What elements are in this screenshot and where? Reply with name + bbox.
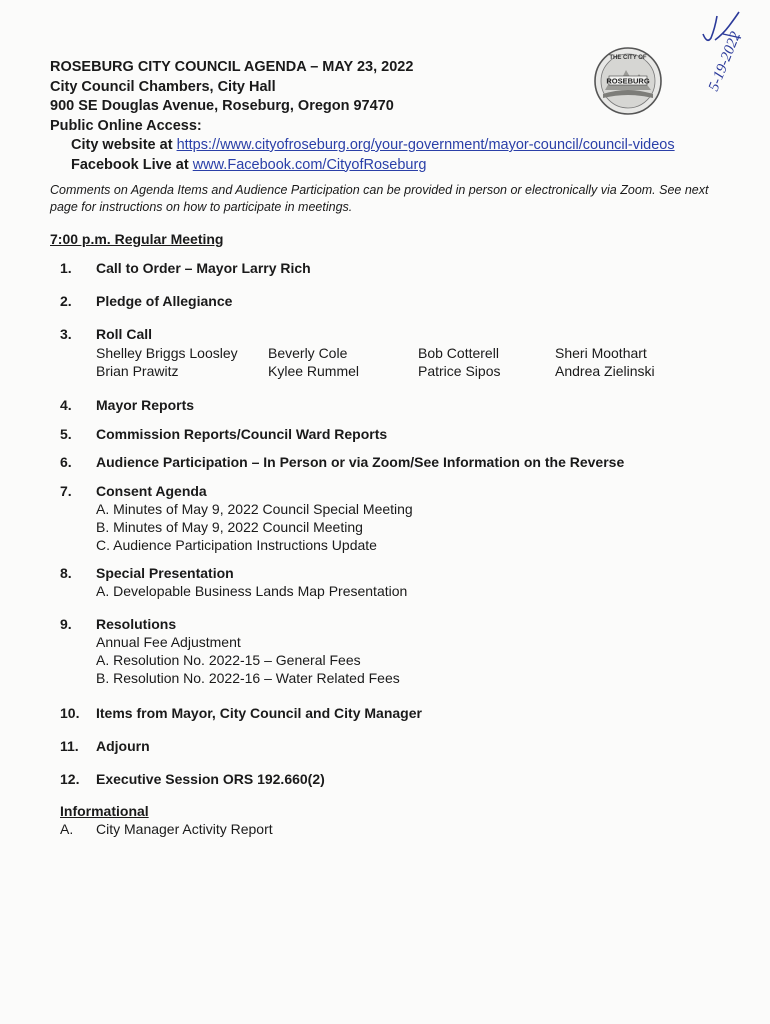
roll-col-1 <box>96 344 238 380</box>
informational-item <box>60 820 273 838</box>
item-title: Pledge of Allegiance <box>96 293 233 309</box>
item-title: Items from Mayor, City Council and City Manager <box>96 705 422 721</box>
item-title: Commission Reports/Council Ward Reports <box>96 426 388 442</box>
item-title: Audience Participation – In Person or via Zoom/See Information on the Reverse <box>96 454 625 470</box>
item-number: 7. <box>60 483 72 499</box>
meeting-title: 7:00 p.m. Regular Meeting <box>50 231 224 247</box>
website-label: City website at <box>71 137 177 153</box>
item-title: Consent Agenda <box>96 483 207 499</box>
item-sub: B. Resolution No. 2022-16 – Water Related Fees <box>96 670 400 686</box>
item-number: 4. <box>60 397 72 413</box>
item-body <box>96 615 400 687</box>
facebook-label: Facebook Live at <box>71 156 193 173</box>
item-title: Executive Session ORS 192.660(2) <box>96 771 325 787</box>
item-title: Adjourn <box>96 738 150 754</box>
member-name: Beverly Cole <box>268 345 348 361</box>
item-sub: A. Minutes of May 9, 2022 Council Special Meeting <box>96 501 413 517</box>
item-title: Resolutions <box>96 616 177 632</box>
member-name: Shelley Briggs Loosley <box>96 345 238 361</box>
informational-title: Informational <box>60 803 149 819</box>
item-number: 12. <box>60 771 80 787</box>
item-title: Mayor Reports <box>96 397 195 413</box>
member-name: Bob Cotterell <box>418 345 499 361</box>
member-name: Andrea Zielinski <box>555 363 655 379</box>
address: 900 SE Douglas Avenue, Roseburg, Oregon 97470 <box>50 98 394 114</box>
facebook-link[interactable]: www.Facebook.com/CityofRoseburg <box>192 156 427 173</box>
item-body <box>96 482 413 554</box>
item-body <box>96 564 407 600</box>
handwritten-date: 5-19-2022 <box>705 29 745 94</box>
agenda-title: ROSEBURG CITY COUNCIL AGENDA – MAY 23, 2022 <box>50 59 414 75</box>
member-name: Brian Prawitz <box>96 363 179 379</box>
seal-top-text: THE CITY OF <box>609 55 647 61</box>
item-number: 5. <box>60 426 72 442</box>
info-letter: A. <box>60 821 74 837</box>
website-link[interactable]: https://www.cityofroseburg.org/your-government/mayor-council/council-videos <box>176 137 675 153</box>
item-sub: C. Audience Participation Instructions Update <box>96 537 377 553</box>
item-number: 3. <box>60 326 72 342</box>
roll-col-2 <box>268 344 359 380</box>
item-number: 10. <box>60 705 80 721</box>
info-text: City Manager Activity Report <box>96 821 273 837</box>
item-sub: B. Minutes of May 9, 2022 Council Meeting <box>96 519 363 535</box>
item-number: 9. <box>60 616 72 632</box>
handwritten-date-mark <box>695 4 763 94</box>
item-sub: A. Developable Business Lands Map Presentation <box>96 583 408 599</box>
member-name: Kylee Rummel <box>268 363 360 379</box>
seal-name: ROSEBURG <box>606 76 650 86</box>
website-line <box>50 136 675 156</box>
participation-note: Comments on Agenda Items and Audience Participation can be provided in person or electronically via Zoom. See next page for instructions on how to participate in meetings. <box>50 183 709 214</box>
roll-col-3 <box>418 344 500 380</box>
item-sub: A. Resolution No. 2022-15 – General Fees <box>96 652 361 668</box>
item-number: 1. <box>60 260 72 276</box>
member-name: Sheri Moothart <box>555 345 647 361</box>
facebook-line <box>50 156 675 176</box>
item-title: Special Presentation <box>96 565 234 581</box>
roll-col-4 <box>555 344 655 380</box>
item-number: 11. <box>60 738 79 754</box>
item-number: 2. <box>60 293 72 309</box>
public-access-label: Public Online Access: <box>50 117 202 134</box>
venue: City Council Chambers, City Hall <box>50 78 276 95</box>
item-number: 6. <box>60 454 72 470</box>
agenda-header <box>50 58 675 175</box>
city-seal-icon <box>593 46 663 116</box>
member-name: Patrice Sipos <box>418 363 501 379</box>
item-title: Roll Call <box>96 326 153 342</box>
item-number: 8. <box>60 565 72 581</box>
item-sub: Annual Fee Adjustment <box>96 634 241 650</box>
item-title: Call to Order – Mayor Larry Rich <box>96 260 311 276</box>
